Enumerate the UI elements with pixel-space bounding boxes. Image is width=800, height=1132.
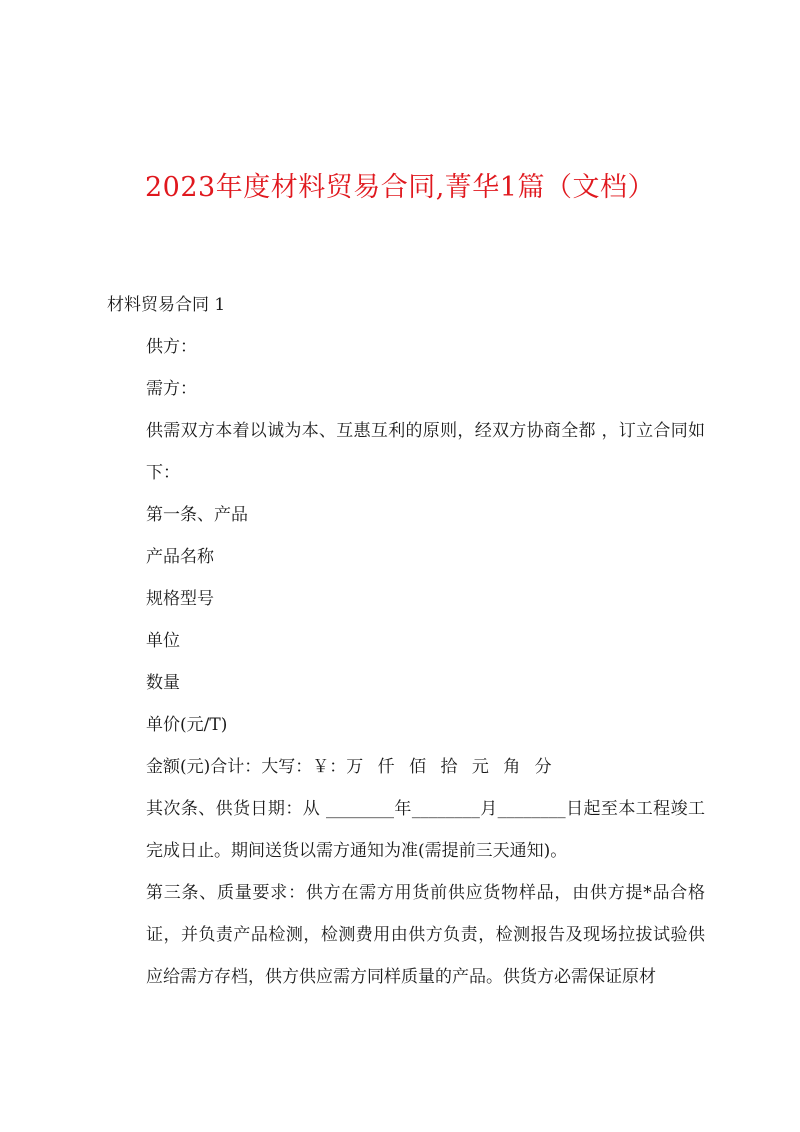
- article-1-heading: 第一条、产品: [146, 505, 248, 525]
- document-body: [107, 284, 705, 998]
- supplier-label: 供方：: [146, 337, 197, 357]
- spec-model-field: 规格型号: [146, 589, 214, 609]
- amount-total-field: 金额(元)合计：大写：￥：万 仟 佰 拾 元 角 分: [146, 757, 552, 777]
- product-name-field: 产品名称: [146, 547, 214, 567]
- contract-heading: 材料贸易合同 1: [107, 295, 226, 315]
- unit-price-field: 单价(元/T): [146, 715, 228, 735]
- buyer-label: 需方：: [146, 379, 197, 399]
- intro-paragraph: 供需双方本着以诚为本、互惠互利的原则，经双方协商全都 ，订立合同如下：: [146, 421, 705, 483]
- quantity-field: 数量: [146, 673, 180, 693]
- unit-field: 单位: [146, 631, 180, 651]
- document-title: 2023年度材料贸易合同,菁华1篇（文档）: [145, 172, 655, 203]
- article-2-paragraph: 其次条、供货日期：从 ________年________月________日起至本工程竣工完成日止。期间送货以需方通知为准(需提前三天通知)。: [146, 799, 705, 861]
- article-3-paragraph: 第三条、质量要求：供方在需方用货前供应货物样品，由供方提*品合格证，并负责产品检测，检测费用由供方负责，检测报告及现场拉拔试验供应给需方存档，供方供应需方同样质量的产品。供货方必需保证原材: [146, 883, 705, 987]
